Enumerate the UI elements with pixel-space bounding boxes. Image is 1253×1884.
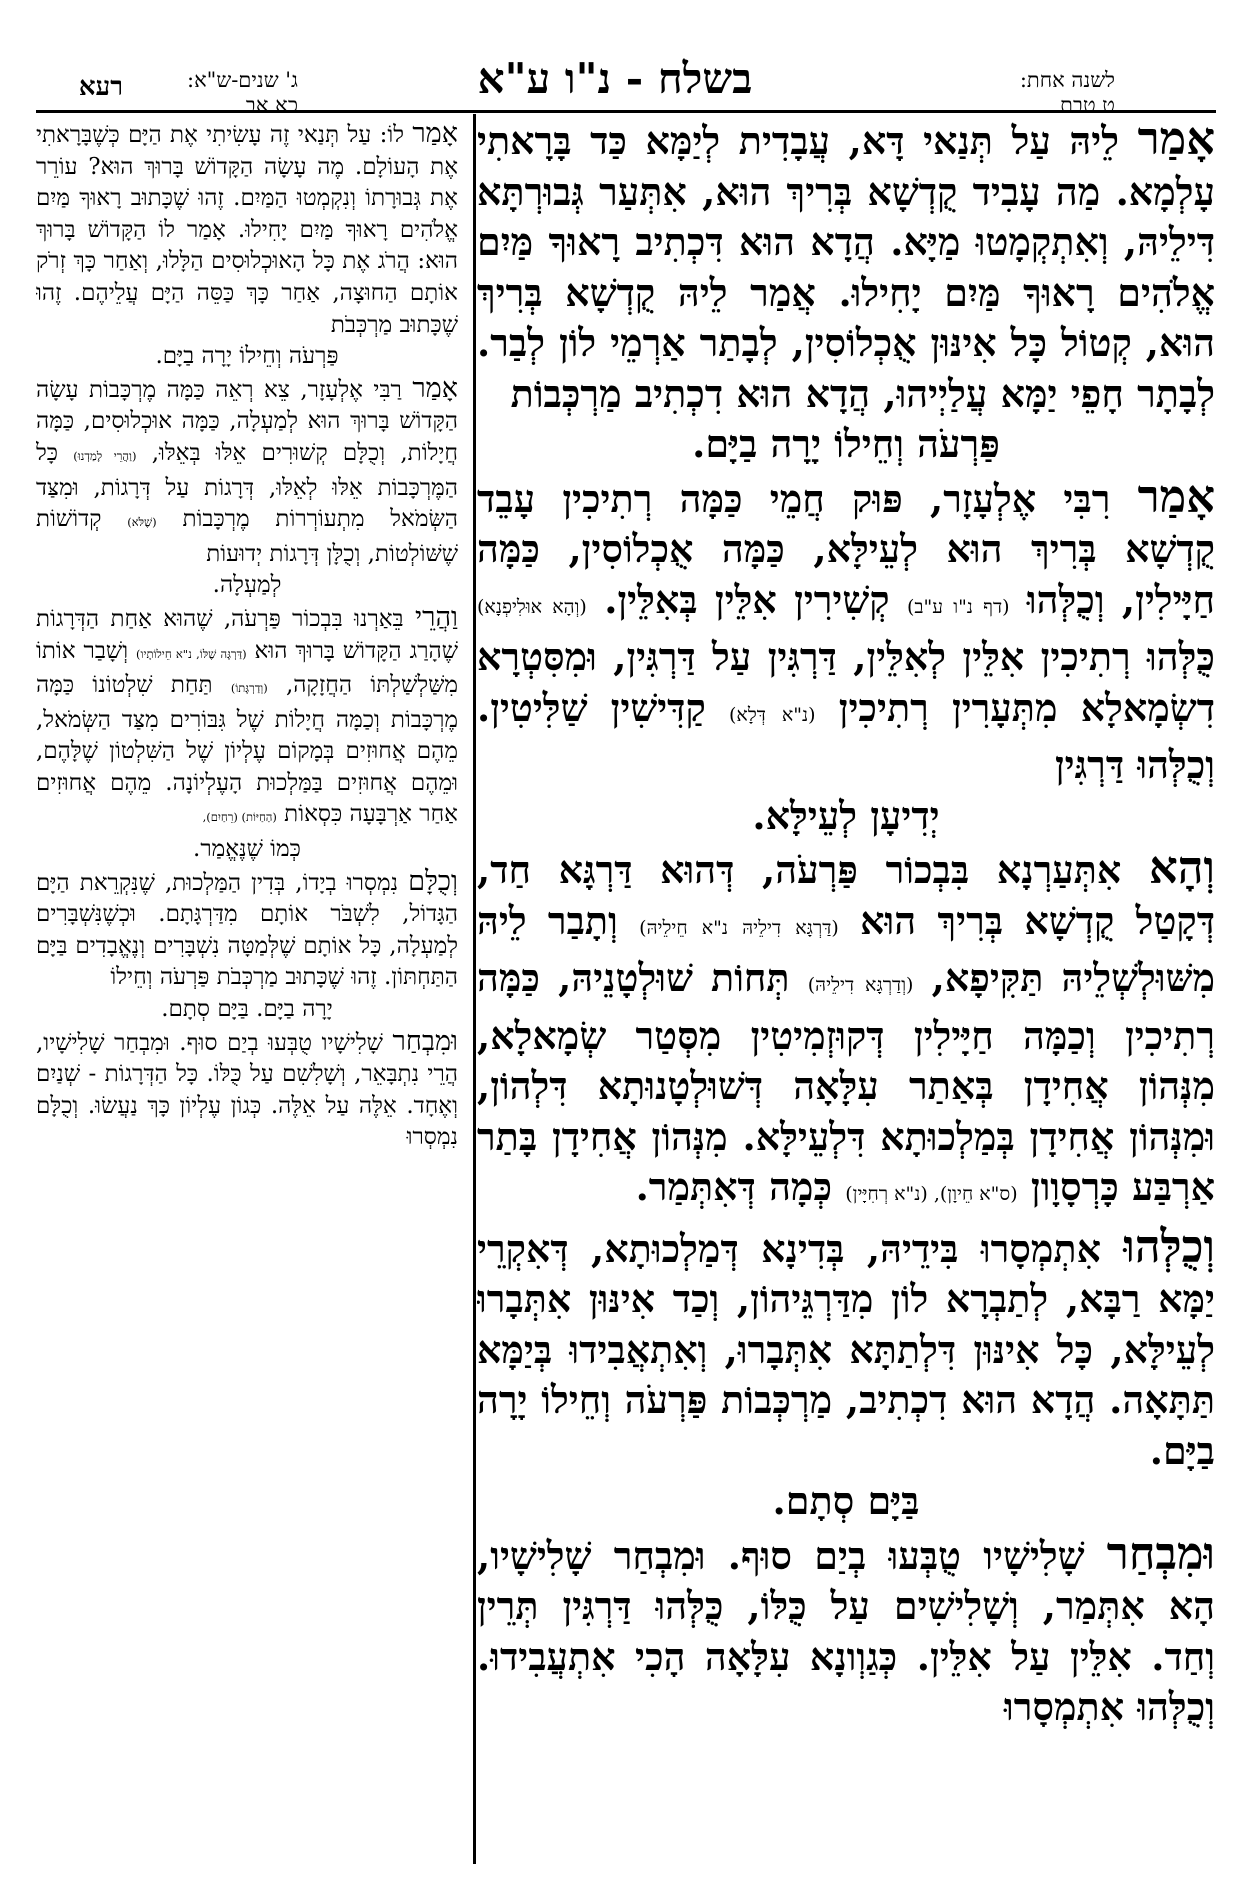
zohar-aramaic-column	[477, 114, 1215, 1864]
paragraph-text: לוֹ: עַל תְּנַאי זֶה עָשִׂיתִי אֶת הַיָּם כְּשֶׁבָּרָאתִי אֶת הָעוֹלָם. מֶה עָשָׂה הַקָּדוֹשׁ בָּרוּךְ הוּא? עוֹרֵר אֶת גְּבוּרָתוֹ וְנִקְמְטוּ הַמַּיִם. זֶהוּ שֶׁכָּתוּב רָאוּךָ מַּיִם אֱלֹהִים רָאוּךָ מַּיִם יָחִילוּ. אָמַר לוֹ הַקָּדוֹשׁ בָּרוּךְ הוּא: הֲרֹג אֶת כָּל הָאוּכְלוּסִים הַלָּלוּ, וְאַחַר כָּךְ זְרֹק אוֹתָם הַחוּצָה, אַחַר כָּךְ כַּסֵּה הַיָּם עֲלֵיהֶם. זֶהוּ שֶׁכָּתוּב מַרְכְּבֹת	[36, 122, 458, 338]
side-paragraph-5	[36, 1026, 458, 1154]
page-reference-note: (דף נ"ו ע"ב)	[906, 595, 1010, 618]
side-paragraph-4	[36, 866, 458, 1026]
paragraph-text: אִתְמְסָרוּ בִּידֵיהּ, בְּדִינָא דְּמַלְכוּתָא, דְּאִקְרֵי יַמָּא רַבָּא, לְתַבְרָא לוֹן מִדַּרְגֵּיהוֹן, וְכַד אִינּוּן אִתְּבָרוּ לְעֵילָּא, כָּל אִינּוּן דִּלְתַתָּא אִתְּבָרוּ, וְאִתְאֲבִידוּ בְּיַמָּא תַּתָּאָה. הֲדָא הוּא דִכְתִיב, מַרְכְּבוֹת פַּרְעֹה וְחֵילוֹ יָרָה בַיָּם.	[477, 1225, 1215, 1473]
opening-word: אָמַר	[412, 372, 458, 404]
main-paragraph-2	[477, 469, 1215, 842]
paragraph-tail: פַּרְעֹה וְחֵילוֹ יָרָה בַיָּם.	[692, 421, 1000, 466]
variant-note: (ס"א חֵיוָן), (נ"א רְחִיָּין)	[845, 1183, 1018, 1205]
opening-word: וּמִבְחַר	[392, 1025, 458, 1057]
main-paragraph-5	[477, 1526, 1215, 1733]
side-paragraph-3	[36, 602, 458, 866]
column-divider	[473, 114, 476, 1864]
paragraph-text: כָּל הַמֶּרְכָּבוֹת אֵלּוּ לְאֵלּוּ, דְּרָגוֹת עַל דְּרָגוֹת, וּמִצַּד הַשְּׂמֹאל מִתְעוֹרְרוֹת מֶרְכָּבוֹת	[36, 439, 458, 533]
opening-word: וְהָא	[1148, 841, 1215, 894]
page-title: בשלח - נ"ו ע"א	[477, 54, 753, 103]
opening-word: אָמַר	[412, 118, 458, 149]
main-paragraph-3	[477, 843, 1215, 1220]
paragraph-text: כֻּלְּהוּ רְתִיכִין אִלֵּין לְאִלֵּין, דַּרְגִּין עַל דַּרְגִּין, וּמִסִּטְרָא דִשְׂמָאלָא מִתְּעָרִין רְתִיכִין	[477, 634, 1215, 730]
one-year-date: ט טבת	[1060, 93, 1115, 117]
paragraph-text: רִבִּי אֶלְעָזָר, פּוּק חֲמֵי כַּמָּה רְתִיכִין עָבֵד קֻדְשָׁא בְּרִיךְ הוּא לְעֵילָּא, כַּמָּה אֻכְלוֹסִין, כַּמָּה חַיָּילִין, וְכֻלְּהוּ	[477, 475, 1215, 622]
variant-note: (וְדַרְגָּתוֹ)	[230, 681, 268, 696]
paragraph-text: תַּחַת שִׁלְטוֹנוֹ כַּמָּה מֶרְכָּבוֹת וְכַמָּה חֲיָלוֹת שֶׁל גִּבּוֹרִים מִצַּד הַשְּׂמֹאל, מֵהֶם אֲחוּזִים בְּמָקוֹם עֶלְיוֹן שֶׁל הַשִּׁלְטוֹן שֶׁלָּהֶם, וּמֵהֶם אֲחוּזִים בַּמַּלְכוּת הָעֶלְיוֹנָה. מֵהֶם אֲחוּזִים אַחַר אַרְבָּעָה כִּסְאוֹת	[36, 672, 458, 828]
variant-note: (וְהָא אוּלִיפְנָא)	[477, 595, 587, 618]
paragraph-text: קְשִׁירִין אִלֵּין בְּאִלֵּין.	[586, 576, 907, 622]
opening-word: וּמִבְחַר	[1106, 1526, 1215, 1580]
paragraph-tail: בַּיָּם סְתָם.	[772, 1478, 920, 1523]
paragraph-tail: פַּרְעֹה וְחֵילוֹ יָרָה בַיָּם.	[155, 343, 339, 370]
paragraph-text: שָׁלִישָׁיו טֻבְּעוּ בְיַם סוּף. וּמִבְחַר שָׁלִישָׁיו, הֲרֵי נִתְבָּאֵר, וְשָׁלִשִׁם עַל כֻּלּוֹ. כָּל הַדְּרָגוֹת - שְׁנַיִם וְאֶחָד. אֵלֶּה עַל אֵלֶּה. כְּגוֹן עֶלְיוֹן כָּךְ נַעֲשׂוּ. וְכֻלָּם נִמְסְרוּ	[36, 1029, 458, 1151]
variant-note: (וַהֲרֵי לָמַדְנוּ)	[73, 448, 137, 463]
opening-word: וַהֲרֵי	[415, 601, 458, 633]
variant-note: (הַחַיּוֹת) (רֵחַיִם),	[202, 810, 277, 825]
three-year-date: כא אב	[245, 93, 298, 117]
side-paragraph-2	[36, 373, 458, 602]
three-year-label: ג' שנים-ש"א:	[187, 68, 298, 92]
variant-note: (דַּרְגָּא דִילֵיהּ נ"א חֵילֵיהּ)	[639, 916, 839, 939]
variant-note: (וְדַרְגָּא דִילֵיהּ)	[807, 974, 914, 996]
paragraph-text: כְּמָה דְּאִתְּמַר.	[635, 1164, 846, 1209]
variant-note: (נ"א דְּלָא)	[729, 703, 816, 726]
paragraph-tail: כְּמוֹ שֶׁנֶּאֱמַר.	[193, 836, 301, 863]
paragraph-text: נִמְסְרוּ בְיָדוֹ, בְּדִין הַמַּלְכוּת, שֶׁנִּקְרֵאת הַיָּם הַגָּדוֹל, לִשְׁבֹּר אוֹתָם מִדַּרְגָּתָם. וּכְשֶׁנִּשְׁבָּרִים לְמַעְלָה, כָּל אוֹתָם שֶׁלְּמַטָּה נִשְׁבָּרִים וְנֶאֱבָדִים בַּיָּם הַתַּחְתּוֹן. זֶהוּ שֶׁכָּתוּב מַרְכְּבֹת פַּרְעֹה וְחֵילוֹ	[36, 869, 458, 991]
paragraph-text: בֵּאַרְנוּ בִּבְכוֹר פַּרְעֹה, שֶׁהוּא אַחַת הַדְּרָגוֹת שֶׁהָרַג הַקָּדוֹשׁ בָּרוּךְ הוּא	[36, 605, 458, 664]
one-year-label: לשנה אחת:	[1019, 68, 1115, 92]
paragraph-text: קַדִּישִׁין שַׁלִּיטִין. וְכֻלְּהוּ דַּרְגִּין	[477, 684, 1215, 787]
opening-word: וְכֻלָּם	[408, 865, 458, 897]
paragraph-text: תְּחוֹת שׁוּלְטָנֵיהּ, כַּמָּה רְתִיכִין וְכַמָּה חַיָּילִין דְּקוּזְמִיטִין מִסְּטַר שְׂמָאלָא, מִנְּהוֹן אֲחִידָן בְּאַתַר עִלָּאָה דְּשׁוּלְטָנוּתָא דִּלְהוֹן, וּמִנְּהוֹן אֲחִידָן בְּמַלְכוּתָא דִּלְעֵילָּא. מִנְּהוֹן אֲחִידָן בָּתַר אַרְבַּע כָּרְסָוָון	[477, 955, 1215, 1209]
variant-note: (שֶׁלֹּא)	[127, 515, 157, 530]
paragraph-tail: יָרָה בַיָּם. בַּיָּם סְתָם.	[161, 996, 333, 1023]
opening-word: אָמַר	[1137, 469, 1215, 523]
paragraph-tail: יְדִיעָן לְעֵילָּא.	[752, 792, 940, 838]
opening-word: וְכֻלְּהוּ	[1123, 1219, 1215, 1273]
paragraph-text: אִתְּעַרְנָא בִּבְכוֹר פַּרְעֹה, דְּהוּא דַּרְגָּא חַד, דְּקָטַל קֻדְשָׁא בְּרִיךְ הוּא	[477, 847, 1215, 943]
side-paragraph-1	[36, 118, 458, 373]
main-paragraph-4	[477, 1219, 1215, 1527]
header-rule	[36, 110, 1216, 113]
paragraph-text: לֵיהּ עַל תְּנַאי דָּא, עֲבָדִית לְיַמָּא כַּד בָּרָאתִי עָלְמָא. מַה עָבִיד קֻדְשָׁא בְּרִיךְ הוּא, אִתְּעַר גְּבוּרְתָּא דִּילֵיהּ, וְאִתְקְמָטוּ מַיָּא. הֲדָא הוּא דִּכְתִיב רָאוּךָ מַּיִם אֱלֹהִים רָאוּךָ מַּיִם יָחִילוּ. אֲמַר לֵיהּ קֻדְשָׁא בְּרִיךְ הוּא, קְטוֹל כָּל אִינּוּן אֻכְלוֹסִין, לְבָתַר אַרְמֵי לוֹן לְבַר. לְבָתָר חָפֵי יַמָּא עֲלַיְיהוּ, הֲדָא הוּא דִכְתִיב מַרְכְּבוֹת	[477, 118, 1215, 416]
paragraph-text: וְתָבַר לֵיהּ מִשּׁוּלְשְׁלֵיהּ תַּקִּיפָא,	[477, 897, 1215, 1000]
main-paragraph-1	[477, 114, 1215, 470]
hebrew-translation-column	[36, 118, 458, 1864]
opening-word: אָמַר	[1137, 114, 1215, 165]
paragraph-text: קְדוֹשׁוֹת שֶׁשּׁוֹלְטוֹת, וְכֻלָּן דְּרָגוֹת יְדוּעוֹת	[36, 506, 458, 567]
paragraph-text: וְשָׁבַר אוֹתוֹ מִשַּׁלְשַׁלְתּוֹ הַחֲזָקָה,	[36, 637, 458, 699]
paragraph-text: שָׁלִישָׁיו טֻבְּעוּ בְיַם סוּף. וּמִבְחַר שָׁלִישָׁיו, הָא אִתְּמַר, וְשָׁלִישִׁים עַל כֻּלּוֹ, כֻּלְּהוּ דַּרְגִּין תְּרֵין וְחַד. אִלֵּין עַל אִלֵּין. כְּגַוְונָא עִלָּאָה הָכִי אִתְעֲבִידוּ. וְכֻלְּהוּ אִתְמְסָרוּ	[477, 1532, 1215, 1729]
page-header	[0, 50, 1253, 117]
paragraph-tail: לְמַעְלָה.	[212, 572, 282, 599]
variant-note: (דַּרְגָּה שֶׁלּוֹ, נ"א חֵילוֹתָיו)	[136, 646, 247, 661]
page-number: רעא	[78, 72, 123, 102]
paragraph-text: רַבִּי אֶלְעָזָר, צֵא רְאֵה כַּמָּה מֶרְכָּבוֹת עָשָׂה הַקָּדוֹשׁ בָּרוּךְ הוּא לְמַעְלָה, כַּמָּה אוּכְלוּסִים, כַּמָּה חֲיָלוֹת, וְכֻלָּם קְשׁוּרִים אֵלּוּ בְּאֵלּוּ,	[36, 376, 458, 466]
